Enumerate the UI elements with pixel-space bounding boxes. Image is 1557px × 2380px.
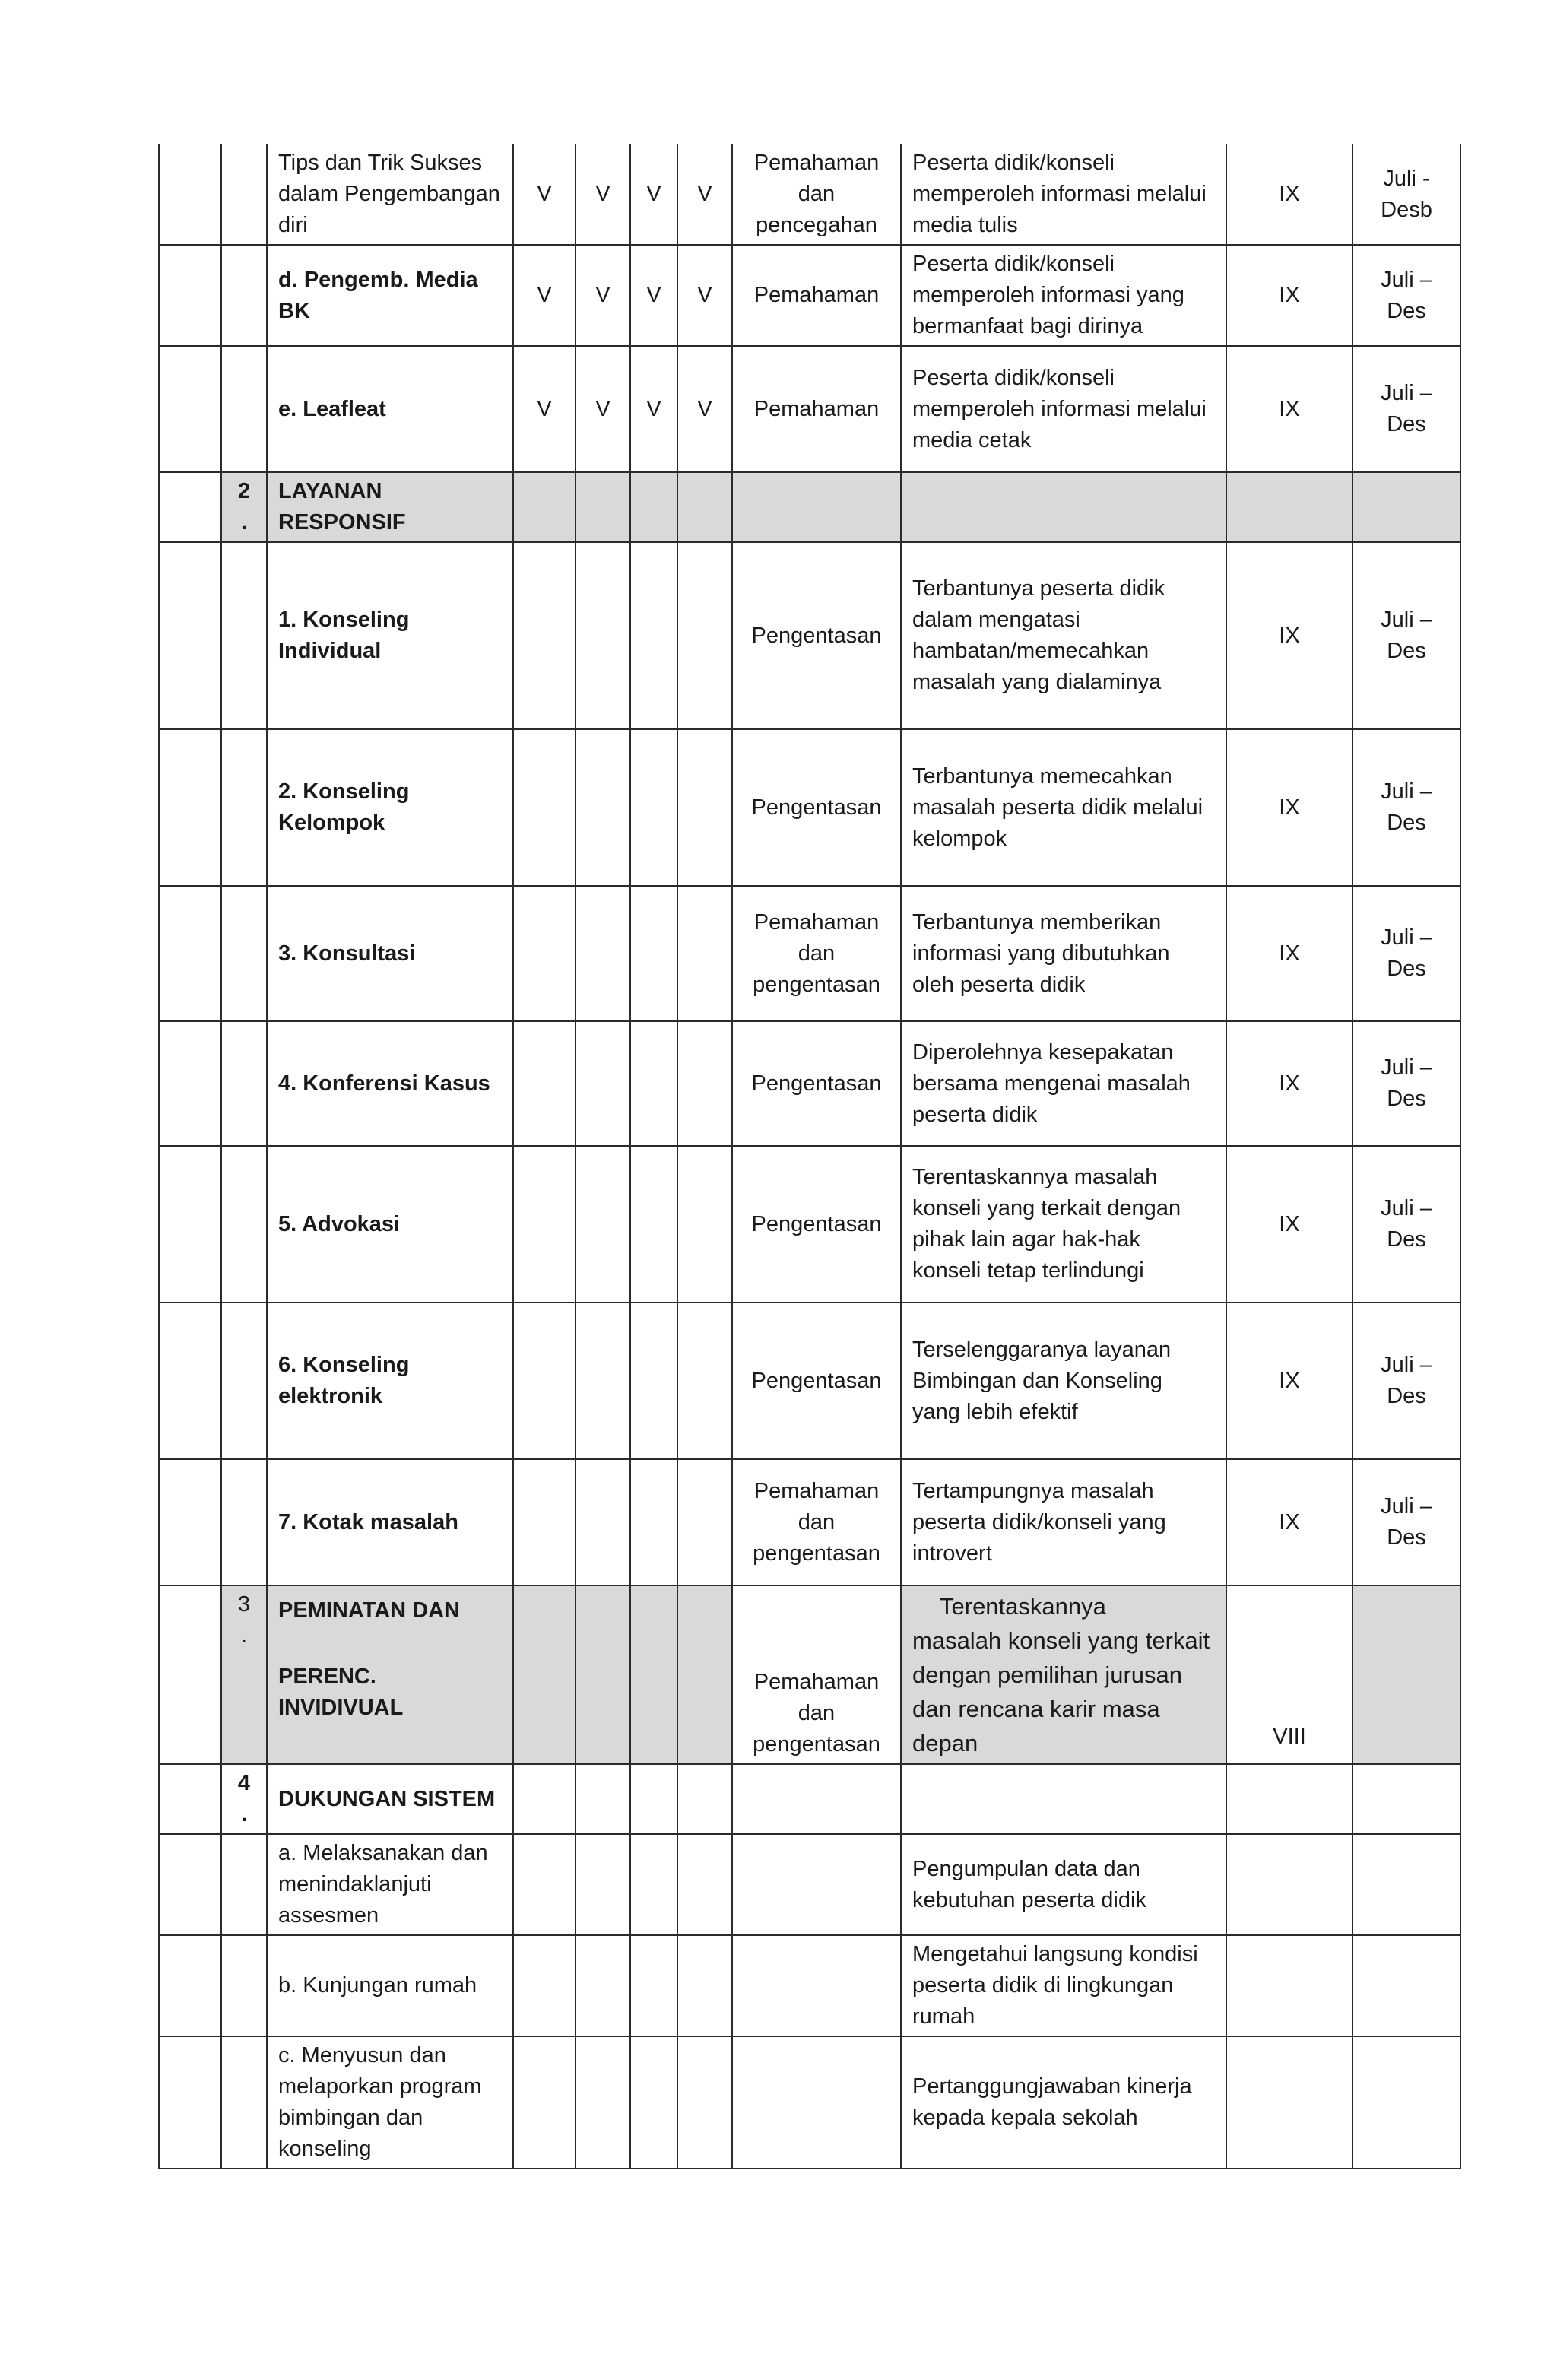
empty-cell (159, 1146, 221, 1303)
function-cell: Pemahaman dan pencegahan (732, 144, 901, 245)
empty-cell (221, 2036, 267, 2169)
empty-cell (576, 1303, 630, 1459)
check-cell: V (630, 245, 677, 346)
empty-cell (677, 1303, 732, 1459)
check-cell: V (677, 245, 732, 346)
time-cell: Juli – Des (1352, 886, 1460, 1021)
class-cell: IX (1226, 245, 1352, 346)
goal-cell: Terselenggaranya layanan Bimbingan dan Konseling yang lebih efektif (901, 1303, 1226, 1459)
check-cell: V (576, 245, 630, 346)
empty-cell (576, 1764, 630, 1834)
empty-cell (159, 542, 221, 729)
empty-cell (1226, 1935, 1352, 2036)
empty-cell (513, 1021, 576, 1146)
empty-cell (677, 472, 732, 542)
empty-cell (513, 542, 576, 729)
section-row-dukungan (159, 1764, 1460, 1834)
class-cell: IX (1226, 1146, 1352, 1303)
empty-cell (221, 245, 267, 346)
empty-cell (513, 1764, 576, 1834)
check-cell: V (677, 346, 732, 472)
activity-cell: a. Melaksanakan dan menindaklanjuti assesmen (267, 1834, 513, 1935)
function-cell: Pengentasan (732, 1021, 901, 1146)
activity-cell: 6. Konseling elektronik (267, 1303, 513, 1459)
empty-cell (677, 1834, 732, 1935)
empty-cell (677, 886, 732, 1021)
empty-cell (630, 542, 677, 729)
goal-lead: Terentaskannya (940, 1593, 1106, 1620)
empty-cell (513, 886, 576, 1021)
empty-cell (159, 144, 221, 245)
time-cell: Juli – Des (1352, 729, 1460, 886)
empty-cell (677, 1935, 732, 2036)
function-cell: Pemahaman dan pengentasan (732, 1585, 901, 1764)
empty-cell (732, 2036, 901, 2169)
time-cell: Juli – Des (1352, 245, 1460, 346)
table-row (159, 729, 1460, 886)
goal-cell: Terbantunya memecahkan masalah peserta didik melalui kelompok (901, 729, 1226, 886)
activity-cell: d. Pengemb. Media BK (267, 245, 513, 346)
section-title: DUKUNGAN SISTEM (267, 1764, 513, 1834)
table-row (159, 1459, 1460, 1585)
activity-cell: 5. Advokasi (267, 1146, 513, 1303)
empty-cell (513, 472, 576, 542)
empty-cell (159, 472, 221, 542)
empty-cell (732, 472, 901, 542)
activity-cell: 3. Konsultasi (267, 886, 513, 1021)
time-cell: Juli – Des (1352, 1146, 1460, 1303)
table-row (159, 245, 1460, 346)
empty-cell (1226, 1834, 1352, 1935)
function-cell: Pemahaman (732, 245, 901, 346)
empty-cell (221, 886, 267, 1021)
empty-cell (677, 2036, 732, 2169)
empty-cell (221, 346, 267, 472)
empty-cell (677, 1459, 732, 1585)
empty-cell (732, 1764, 901, 1834)
empty-cell (576, 1834, 630, 1935)
goal-cell: Terbantunya memberikan informasi yang dibutuhkan oleh peserta didik (901, 886, 1226, 1021)
empty-cell (901, 1764, 1226, 1834)
empty-cell (159, 1021, 221, 1146)
section-title (267, 1585, 513, 1764)
empty-cell (221, 1834, 267, 1935)
empty-cell (1226, 2036, 1352, 2169)
check-cell: V (576, 144, 630, 245)
empty-cell (576, 1935, 630, 2036)
goal-cell (901, 1585, 1226, 1764)
time-cell: Juli – Des (1352, 1303, 1460, 1459)
empty-cell (576, 1146, 630, 1303)
function-cell: Pengentasan (732, 1303, 901, 1459)
goal-cell: Tertampungnya masalah peserta didik/konseli yang introvert (901, 1459, 1226, 1585)
class-cell: VIII (1226, 1585, 1352, 1764)
empty-cell (630, 1146, 677, 1303)
empty-cell (630, 1585, 677, 1764)
activity-cell: 2. Konseling Kelompok (267, 729, 513, 886)
empty-cell (513, 1146, 576, 1303)
spacer (278, 1626, 502, 1661)
empty-cell (576, 1585, 630, 1764)
time-cell: Juli - Desb (1352, 144, 1460, 245)
empty-cell (159, 729, 221, 886)
section-number: 4 . (221, 1764, 267, 1834)
empty-cell (159, 1303, 221, 1459)
activity-cell: 7. Kotak masalah (267, 1459, 513, 1585)
empty-cell (221, 1459, 267, 1585)
goal-cell: Pengumpulan data dan kebutuhan peserta didik (901, 1834, 1226, 1935)
activity-cell: b. Kunjungan rumah (267, 1935, 513, 2036)
empty-cell (1352, 1585, 1460, 1764)
check-cell: V (513, 144, 576, 245)
table-row (159, 1021, 1460, 1146)
empty-cell (159, 1585, 221, 1764)
empty-cell (630, 729, 677, 886)
empty-cell (221, 1303, 267, 1459)
empty-cell (159, 1459, 221, 1585)
empty-cell (576, 472, 630, 542)
empty-cell (221, 1021, 267, 1146)
empty-cell (513, 1459, 576, 1585)
empty-cell (677, 1146, 732, 1303)
goal-cell: Peserta didik/konseli memperoleh informasi melalui media cetak (901, 346, 1226, 472)
empty-cell (576, 886, 630, 1021)
empty-cell (630, 2036, 677, 2169)
goal-cell: Peserta didik/konseli memperoleh informasi melalui media tulis (901, 144, 1226, 245)
empty-cell (576, 2036, 630, 2169)
check-cell: V (630, 144, 677, 245)
empty-cell (513, 1585, 576, 1764)
goal-cell: Peserta didik/konseli memperoleh informasi yang bermanfaat bagi dirinya (901, 245, 1226, 346)
empty-cell (159, 886, 221, 1021)
section-title: LAYANAN RESPONSIF (267, 472, 513, 542)
table-row (159, 886, 1460, 1021)
empty-cell (677, 729, 732, 886)
function-cell: Pengentasan (732, 729, 901, 886)
check-cell: V (576, 346, 630, 472)
program-table (158, 144, 1461, 2169)
empty-cell (576, 542, 630, 729)
empty-cell (677, 542, 732, 729)
empty-cell (159, 1764, 221, 1834)
empty-cell (159, 2036, 221, 2169)
empty-cell (576, 1459, 630, 1585)
time-cell: Juli – Des (1352, 1459, 1460, 1585)
table-row (159, 2036, 1460, 2169)
time-cell: Juli – Des (1352, 346, 1460, 472)
class-cell: IX (1226, 144, 1352, 245)
section-row-peminatan (159, 1585, 1460, 1764)
time-cell: Juli – Des (1352, 542, 1460, 729)
empty-cell (1352, 1764, 1460, 1834)
goal-cell: Pertanggungjawaban kinerja kepada kepala sekolah (901, 2036, 1226, 2169)
section-row-responsif (159, 472, 1460, 542)
empty-cell (221, 1146, 267, 1303)
activity-cell: 1. Konseling Individual (267, 542, 513, 729)
class-cell: IX (1226, 729, 1352, 886)
empty-cell (1352, 1935, 1460, 2036)
function-cell: Pengentasan (732, 1146, 901, 1303)
table-row (159, 542, 1460, 729)
table-row (159, 1834, 1460, 1935)
class-cell: IX (1226, 1021, 1352, 1146)
empty-cell (221, 144, 267, 245)
empty-cell (630, 1459, 677, 1585)
check-cell: V (513, 245, 576, 346)
table-row (159, 1303, 1460, 1459)
empty-cell (901, 472, 1226, 542)
function-cell: Pengentasan (732, 542, 901, 729)
empty-cell (221, 729, 267, 886)
class-cell: IX (1226, 886, 1352, 1021)
empty-cell (630, 472, 677, 542)
function-cell: Pemahaman dan pengentasan (732, 1459, 901, 1585)
empty-cell (159, 346, 221, 472)
class-cell: IX (1226, 1459, 1352, 1585)
empty-cell (630, 1303, 677, 1459)
function-cell: Pemahaman dan pengentasan (732, 886, 901, 1021)
table-row (159, 346, 1460, 472)
empty-cell (1352, 1834, 1460, 1935)
empty-cell (576, 1021, 630, 1146)
section-number: 2 . (221, 472, 267, 542)
empty-cell (221, 542, 267, 729)
function-cell: Pemahaman (732, 346, 901, 472)
goal-cell: Diperolehnya kesepakatan bersama mengenai masalah peserta didik (901, 1021, 1226, 1146)
check-cell: V (513, 346, 576, 472)
empty-cell (1226, 1764, 1352, 1834)
table-row (159, 144, 1460, 245)
goal-cell: Mengetahui langsung kondisi peserta didik di lingkungan rumah (901, 1935, 1226, 2036)
section-title-line2: PERENC. INVIDIVUAL (278, 1664, 404, 1720)
empty-cell (677, 1585, 732, 1764)
goal-cell: Terentaskannya masalah konseli yang terkait dengan pihak lain agar hak-hak konseli tetap terlindungi (901, 1146, 1226, 1303)
goal-cell: Terbantunya peserta didik dalam mengatasi hambatan/memecahkan masalah yang dialaminya (901, 542, 1226, 729)
empty-cell (677, 1021, 732, 1146)
empty-cell (1352, 2036, 1460, 2169)
empty-cell (513, 2036, 576, 2169)
class-cell: IX (1226, 542, 1352, 729)
empty-cell (513, 1935, 576, 2036)
table-row (159, 1935, 1460, 2036)
empty-cell (732, 1834, 901, 1935)
empty-cell (732, 1935, 901, 2036)
section-number: 3 . (221, 1585, 267, 1764)
empty-cell (513, 1834, 576, 1935)
check-cell: V (677, 144, 732, 245)
time-cell: Juli – Des (1352, 1021, 1460, 1146)
goal-rest: masalah konseli yang terkait dengan pemilihan jurusan dan rencana karir masa depan (912, 1627, 1210, 1756)
empty-cell (677, 1764, 732, 1834)
empty-cell (630, 886, 677, 1021)
activity-cell: c. Menyusun dan melaporkan program bimbingan dan konseling (267, 2036, 513, 2169)
empty-cell (630, 1764, 677, 1834)
activity-cell: e. Leafleat (267, 346, 513, 472)
section-title-line1: PEMINATAN DAN (278, 1598, 460, 1623)
empty-cell (1226, 472, 1352, 542)
empty-cell (630, 1021, 677, 1146)
empty-cell (576, 729, 630, 886)
empty-cell (159, 1935, 221, 2036)
activity-cell: 4. Konferensi Kasus (267, 1021, 513, 1146)
empty-cell (159, 1834, 221, 1935)
empty-cell (513, 1303, 576, 1459)
empty-cell (630, 1834, 677, 1935)
table-row (159, 1146, 1460, 1303)
empty-cell (630, 1935, 677, 2036)
class-cell: IX (1226, 346, 1352, 472)
empty-cell (513, 729, 576, 886)
empty-cell (1352, 472, 1460, 542)
class-cell: IX (1226, 1303, 1352, 1459)
empty-cell (159, 245, 221, 346)
check-cell: V (630, 346, 677, 472)
empty-cell (221, 1935, 267, 2036)
activity-cell: Tips dan Trik Sukses dalam Pengembangan diri (267, 144, 513, 245)
